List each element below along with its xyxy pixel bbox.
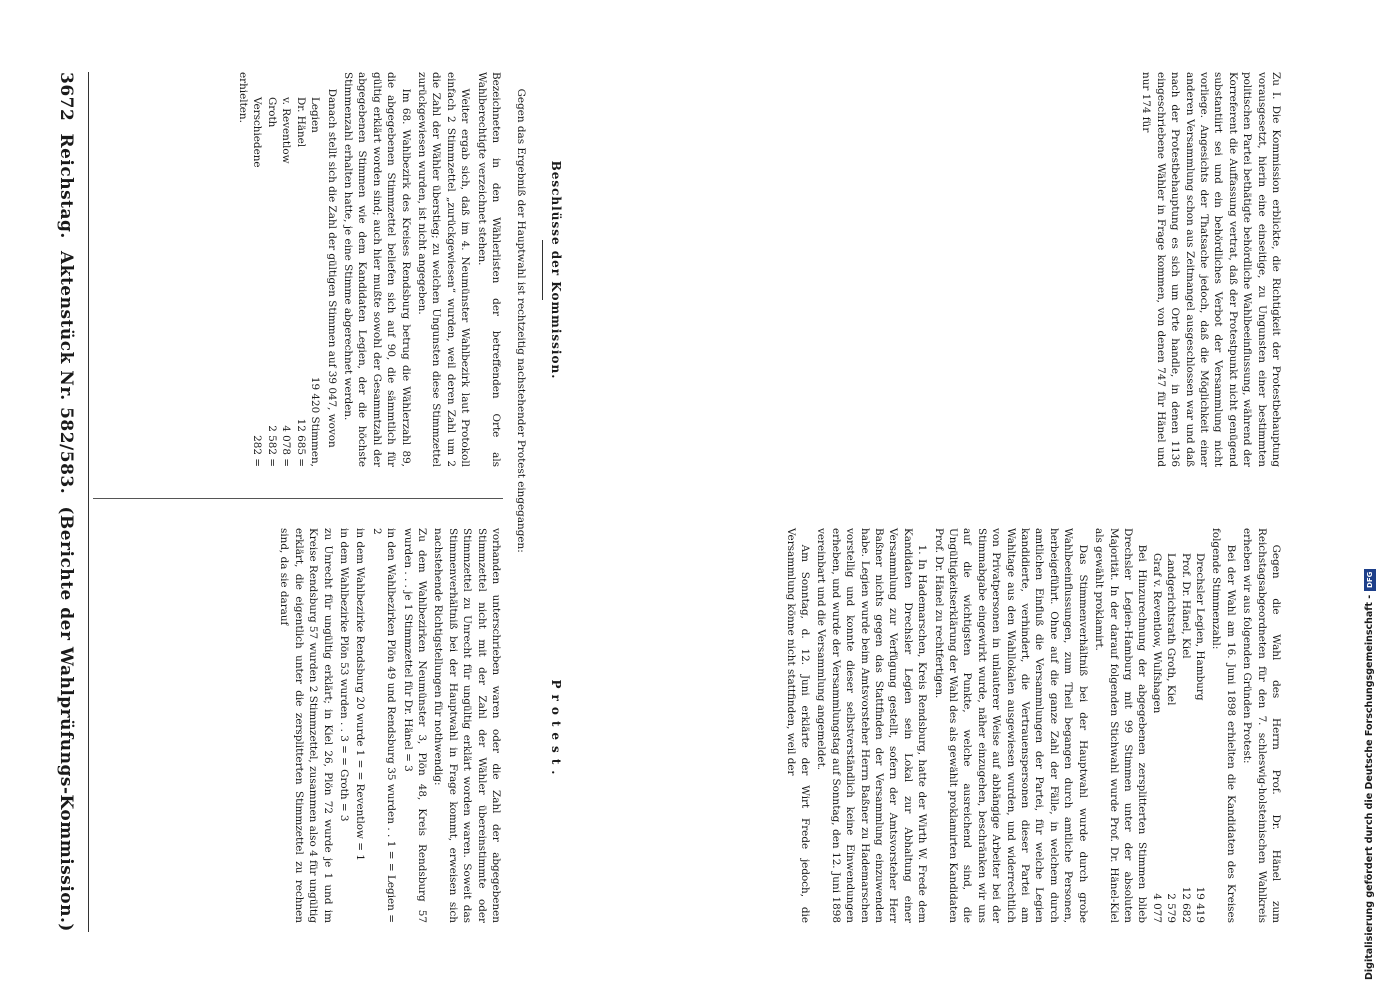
paragraph: zu Unrecht für ungültig erklärt; in Kiel 26, Plön 72 wurde je 1 und im Kreise Rendsburg 57 wurden 2 Stimmzettel, zusammen also 4 für ungültig erklärt, die eigentlich unter die zersplitterten Stimmzettel zu rechnen sind, da sie darauf xyxy=(278,528,334,923)
header-rule xyxy=(88,72,89,932)
header-center-title: Aktenstück Nr. 582/583. xyxy=(56,250,76,495)
paragraph: Zu dem Wahlbezirken Neumünster 3, Plön 48, Kreis Rendsburg 57 wurden . . . je 1 Stimmzettel für Dr. Hänel = 3 xyxy=(401,528,428,923)
paragraph: erhielten. xyxy=(237,72,250,123)
commission-heading xyxy=(536,100,563,440)
column-right-top xyxy=(93,72,503,467)
column-divider xyxy=(93,498,503,499)
candidate-name: Drechsler Legien, Hamburg xyxy=(1193,552,1206,701)
vote-count: 19 419 xyxy=(1193,886,1206,923)
digitization-credit xyxy=(1362,20,1378,980)
vote-count: 2 582 = xyxy=(265,425,278,467)
table-row xyxy=(1193,553,1207,923)
candidate-name: Landgerichtsrath Groth, Kiel xyxy=(1165,552,1178,706)
table-row xyxy=(265,97,279,467)
vote-count: 4 078 = xyxy=(280,425,293,467)
table-row xyxy=(308,97,322,467)
paragraph: Bezeichneten in den Wählerlisten der betreffenden Orte als Wahlberechtigte verzeichnet stehen. xyxy=(475,72,502,467)
column-left-top xyxy=(93,528,503,923)
paragraph: Danach stellt sich die Zahl der gültigen Stimmen auf 39 047, wovon xyxy=(325,88,338,448)
table-row xyxy=(1178,553,1192,923)
header-right-title: (Berichte der Wahlprüfungs-Kommission.) xyxy=(56,506,76,932)
paragraph: Im 68. Wahlbezirk des Kreises Rendsburg betrug die Wählerzahl 89, die abgegebenen Stimmzettel beliefen sich auf 90, die sämmtlich für gültig erklärt worden sind; auch hier mußte sowohl der Gesammtzahl der abgegebenen Stimmen wie dem Kandidaten Legien, der die höchste Stimmenzahl erhalten hatte, je eine Stimme abgerechnet werden. xyxy=(341,72,412,467)
candidate-table xyxy=(1149,528,1207,923)
paragraph: Am Sonntag, d. 12. Juni erklärte der Wirt Frede jedoch, die Versammlung könne nicht stattfinden, weil der xyxy=(784,528,811,923)
paragraph: Das Stimmenverhältniß bei der Hauptwahl wurde durch grobe Wahlbeeinflussungen, zum Theil begangen durch amtliche Personen, herbeigeführt. Ohne auf die ganze Zahl der Fälle, in welchem durch amtlichen Einfluß die Versammlungen der Partei, für welche Legien kandidierte, verhindert, die Vertrauenspersonen dieser Partei am Wahltage aus den Wahllokalen ausgewiesen wurden, und widerrechtlich von Privatpersonen in unlauterer Weise auf abhängige Arbeiter bei der Stimmabgabe eingewirkt wurde, näher einzugehen, beschränken wir uns auf die wichtigsten Punkte, welche ausreichend sind, die Ungültigkeitserklärung der Wahl des als gewählt proklamirten Kandidaten Prof. Dr. Hänel zu rechtfertigen. xyxy=(932,528,1089,923)
candidate-name: Legien xyxy=(309,96,322,133)
table-row xyxy=(279,97,293,467)
paragraph: Gegen die Wahl des Herrn Prof. Dr. Hänel zum Reichstagsabgeordneten für den 7. schleswig-holsteinischen Wahlkreis erheben wir aus folgenden Gründen Protest: xyxy=(1241,528,1282,923)
vote-count: 12 682 xyxy=(1179,886,1192,923)
candidate-name: v. Reventlow xyxy=(280,96,293,164)
vote-count: 19 420 Stimmen, xyxy=(309,376,322,467)
paragraph: Zu I. Die Kommission erblickte, die Richtigkeit der Protestbehauptung vorausgesetzt, hierin eine einseitige, zu Ungunsten einer bestimmten politischen Partei bethätigte behördliche Wahlbeeinflussung, während der Korreferent die Auffassung vertrat, daß der Protestpunkt nicht genügend substantiirt sei und ein behördliches Verbot der Versammlung nicht vorliege. Angesichts der Thatsache jedoch, daß die Möglichkeit einer anderen Versammlung schon aus Zeitmangel ausgeschlossen war und daß nach der Protestbehauptung es sich um Orte handle, in denen 1136 eingeschriebene Wähler in Frage kommen, von denen 747 für Hänel und nur 174 für xyxy=(1140,72,1282,467)
candidate-name: Verschiedene xyxy=(251,96,264,168)
vote-count: 282 = xyxy=(251,435,264,467)
paragraph: in dem Wahlbezirke Plön 53 wurden . . 3 = = Groth = 3 xyxy=(337,528,350,822)
paragraph: in dem Wahlbezirke Rendsburg 20 wurde 1 = = Reventlow = 1 xyxy=(354,528,367,861)
candidate-name: Dr. Hänel xyxy=(294,96,307,148)
table-row xyxy=(1149,553,1163,923)
commission-heading-text: Beschlüsse der Kommission. xyxy=(549,160,563,380)
dfg-logo-icon: DFG xyxy=(1364,569,1376,591)
protest-intro-line: Gegen das Ergebniß der Hauptwahl ist rechtzeitig nachstehender Protest eingegangen: xyxy=(515,88,527,553)
heading-rule xyxy=(542,240,543,300)
page-number: 3672 xyxy=(56,72,76,122)
candidate-name: Prof. Dr. Hänel, Kiel xyxy=(1179,552,1192,659)
paragraph: in den Wahlbezirken Plön 49 und Rendsburg 35 wurden . . 1 = = Legien = 2 xyxy=(370,528,398,923)
vote-count: 2 579 xyxy=(1165,893,1178,923)
credit-text: Digitalisierung gefördert durch die Deutsche Forschungsgemeinschaft - xyxy=(1364,594,1375,980)
table-row xyxy=(1164,553,1178,923)
result-table xyxy=(250,72,322,467)
paragraph: vorhanden unterschrieben waren oder die Zahl der abgegebenen Stimmzettel nicht mit der Zahl der Wähler übereinstimmte oder Stimmzettel zu Unrecht für ungültig erklärt worden waren. Soweit das Stimmenverhältniß bei der Hauptwahl in Frage kommt, erweisen sich nachstehende Richtigstellungen für nothwendig: xyxy=(432,528,502,923)
header-left-title: Reichstag. xyxy=(56,133,76,239)
page-header xyxy=(49,72,83,932)
column-right-bottom xyxy=(583,72,1283,467)
paragraph: 1. In Hademarschen, Kreis Rendsburg, hatte der Wirth W. Frede dem Kandidaten Drechsler Legien sein Lokal zur Abhaltung einer Versammlung zur Verfügung gestellt, sofern der Amtsvorsteher Herr Baßner nichts gegen das Stattfinden der Versammlung einzuwenden habe. Legien wurde beim Amtsvorsteher Herrn Baßner zu Hademarschen vorstellig und konnte dieser selbstverständlich keine Einwendungen erheben, und wurde der Versammlungstag auf Sonntag, den 12. Juni 1898 vereinbart und die Versammlung angemeldet. xyxy=(815,528,929,923)
paragraph: Bei Hinzurechnung der abgegebenen zersplitterten Stimmen blieb Drechsler Legien-Hamburg mit 99 Stimmen unter der absoluten Majorität. In der darauf folgenden Stichwahl wurde Prof. Dr. Hänel-Kiel als gewählt proklamirt. xyxy=(1093,528,1149,923)
vote-count: 4 077 xyxy=(1150,893,1163,923)
table-row xyxy=(250,97,264,467)
table-row xyxy=(293,97,307,467)
protest-heading: Protest. xyxy=(549,679,563,781)
candidate-name: Groth xyxy=(265,96,278,128)
paragraph: Weiter ergab sich, daß im 4. Neumünster Wahlbezirk laut Protokoll einfach 2 Stimmzettel „zurückgewiesen“ wurden, weil deren Zahl um 2 die Zahl der Wähler überstieg; zu welchen Ungunsten diese Stimmzettel zurückgewiesen wurden, ist nicht angegeben. xyxy=(415,72,472,467)
column-left-bottom xyxy=(583,528,1283,923)
candidate-name: Graf v. Reventlow, Wulfshagen xyxy=(1150,552,1163,714)
vote-count: 12 685 = xyxy=(294,418,307,467)
paragraph: Bei der Wahl am 16. Juni 1898 erhielten die Kandidaten des Kreises folgende Stimmenzahl: xyxy=(1210,528,1237,923)
